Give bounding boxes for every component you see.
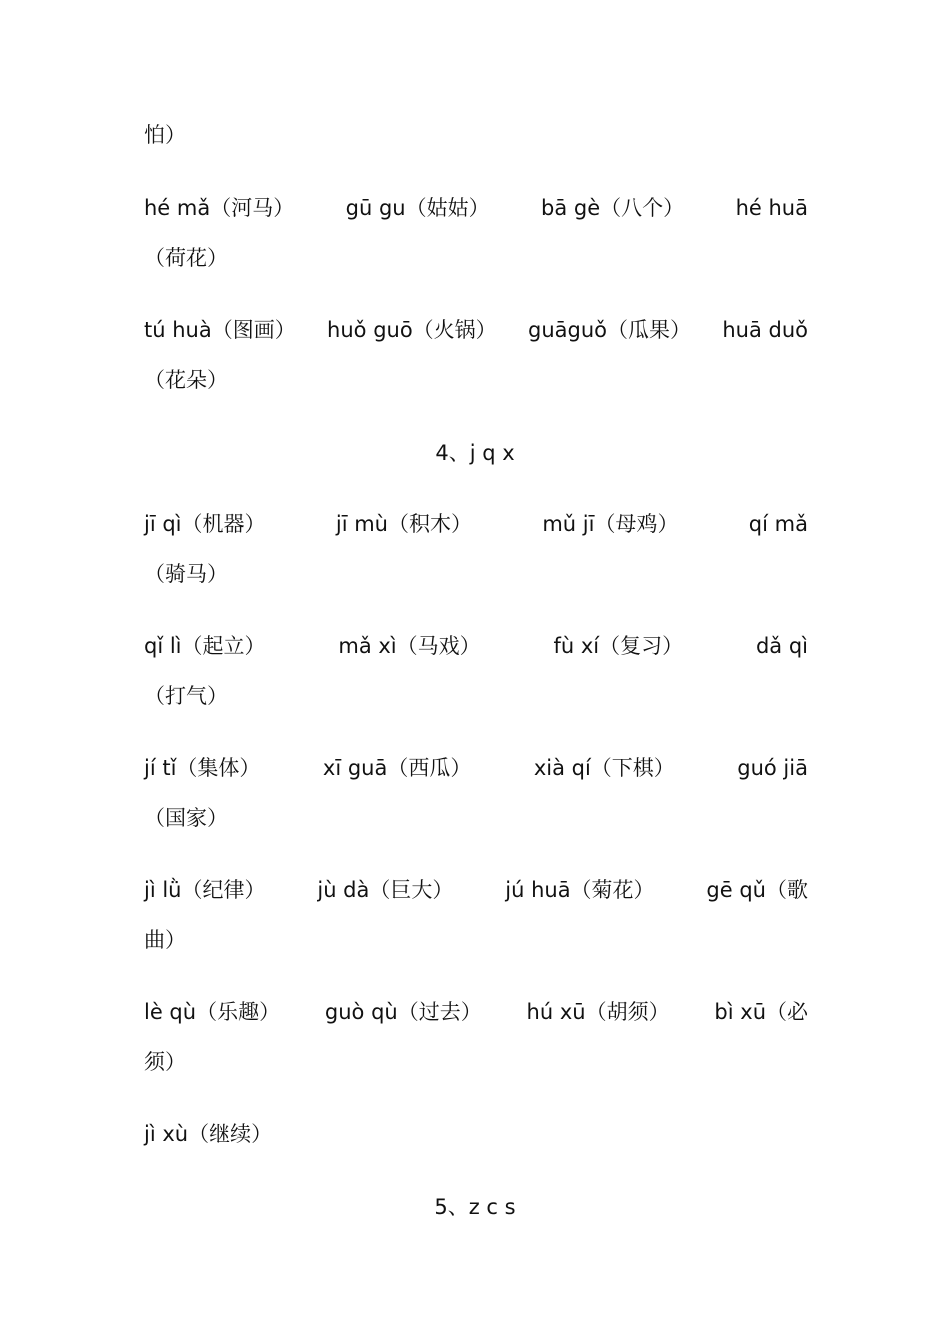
vocab-wrap: （打气） (144, 684, 228, 708)
section-heading: 5、z c s (434, 1195, 516, 1219)
vocab-item: huā duǒ (722, 318, 808, 342)
vocab-item: qǐ lì（起立） (144, 634, 266, 658)
vocab-wrap: 曲） (144, 928, 186, 952)
vocab-item: jù dà（巨大） (317, 878, 454, 902)
vocab-wrap: （荷花） (144, 246, 228, 270)
vocab-item: guāguǒ（瓜果） (528, 318, 692, 342)
vocab-item: bì xū（必 (714, 1000, 808, 1024)
vocab-item: jú huā（菊花） (505, 878, 655, 902)
vocab-item: guò qù（过去） (324, 1000, 482, 1024)
vocab-item: hé huā (735, 196, 808, 220)
vocab-item: dǎ qì (755, 634, 808, 658)
vocab-wrap: （花朵） (144, 368, 228, 392)
continuation-text: 怕） (144, 123, 186, 147)
vocab-row (144, 317, 808, 343)
vocab-row (144, 755, 808, 781)
vocab-item: hé mǎ（河马） (144, 196, 295, 220)
vocab-wrap: （骑马） (144, 562, 228, 586)
vocab-item: mǔ jī（母鸡） (542, 512, 679, 536)
vocab-item: gū gu（姑姑） (345, 196, 490, 220)
vocab-row (144, 195, 808, 221)
vocab-item: jì lǜ（纪律） (144, 878, 266, 902)
vocab-item: bā gè（八个） (541, 196, 685, 220)
vocab-row (144, 633, 808, 659)
vocab-item: jí tǐ（集体） (144, 756, 261, 780)
vocab-item: tú huà（图画） (144, 318, 296, 342)
vocab-item: hú xū（胡须） (526, 1000, 670, 1024)
vocab-item: guó jiā (737, 756, 808, 780)
vocab-row (144, 999, 808, 1025)
vocab-item: xià qí（下棋） (533, 756, 675, 780)
vocab-wrap: （国家） (144, 806, 228, 830)
vocab-item: lè qù（乐趣） (144, 1000, 281, 1024)
vocab-row (144, 511, 808, 537)
vocab-item: fù xí（复习） (553, 634, 684, 658)
vocab-item: qí mǎ (748, 512, 808, 536)
vocab-item: mǎ xì（马戏） (338, 634, 481, 658)
vocab-item: jī mù（积木） (335, 512, 472, 536)
vocab-item: jī qì（机器） (144, 512, 266, 536)
section-heading: 4、j q x (435, 441, 515, 465)
vocab-item: huǒ guō（火锅） (327, 318, 497, 342)
vocab-item: gē qǔ（歌 (706, 878, 808, 902)
vocab-item: xī guā（西瓜） (322, 756, 472, 780)
vocab-item: jì xù（继续） (144, 1122, 273, 1146)
vocab-wrap: 须） (144, 1050, 186, 1074)
vocab-row (144, 877, 808, 903)
